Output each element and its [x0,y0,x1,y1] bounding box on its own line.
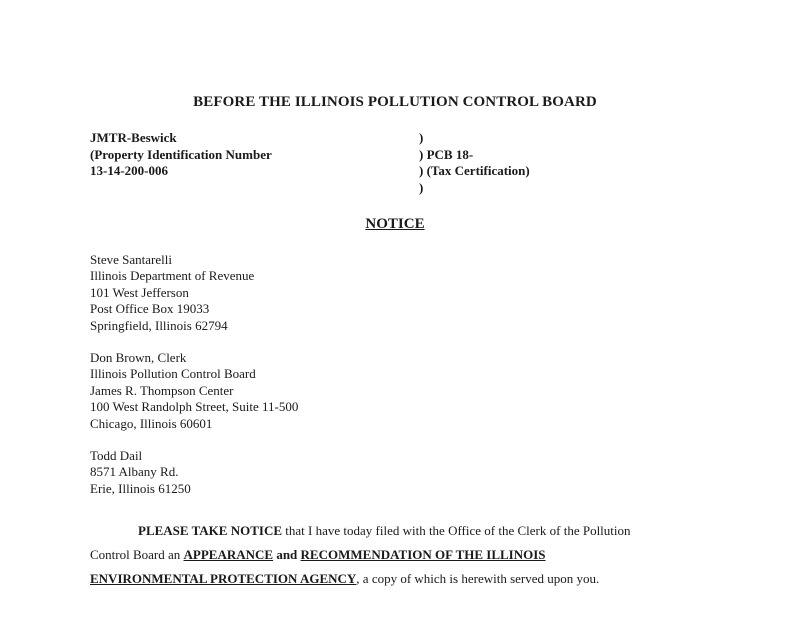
caption-case-number: ) PCB 18- [419,146,474,162]
addressee-line: 100 West Randolph Street, Suite 11-500 [90,399,299,415]
agency-name: ENVIRONMENTAL PROTECTION AGENCY [90,571,357,586]
caption-petitioner: JMTR-Beswick [90,130,177,145]
addressee-block [90,448,191,497]
addressee-name: Steve Santarelli [90,252,172,267]
please-take-notice-text: PLEASE TAKE NOTICE [138,523,283,538]
caption-case-type: ) (Tax Certification) [419,163,530,178]
document-heading: BEFORE THE ILLINOIS POLLUTION CONTROL BOARD [193,94,597,110]
addressee-line: Erie, Illinois 61250 [90,480,191,496]
paragraph-line-1 [138,523,631,539]
case-caption-right [419,130,530,196]
addressee-line: Post Office Box 19033 [90,301,210,317]
addressee-line: 8571 Albany Rd. [90,464,179,480]
paragraph-line-2 [90,547,546,563]
addressee-line: 101 West Jefferson [90,284,189,300]
caption-bracket-4: ) [419,179,424,195]
addressee-line: Chicago, Illinois 60601 [90,415,213,431]
and-text: and [273,547,301,562]
addressee-line: Illinois Pollution Control Board [90,366,256,382]
addressee-line: Springfield, Illinois 62794 [90,317,228,333]
caption-bracket-1: ) [419,130,424,145]
paragraph-text: , a copy of which is herewith served upon you. [356,571,600,586]
addressee-line: James R. Thompson Center [90,382,234,398]
addressee-block [90,252,254,334]
addressee-name: Don Brown, Clerk [90,350,187,365]
appearance-document-title: APPEARANCE [183,547,274,562]
paragraph-text: that I have today filed with the Office of the Clerk of the Pollution [282,523,631,538]
case-caption-left [90,130,272,180]
paragraph-line-3 [90,571,599,587]
addressee-line: Illinois Department of Revenue [90,268,255,284]
caption-pin-number: 13-14-200-006 [90,163,168,178]
paragraph-text: Control Board an [90,547,184,562]
caption-pin-label: (Property Identification Number [90,146,272,162]
addressee-name: Todd Dail [90,448,143,463]
notice-title: NOTICE [365,216,425,232]
recommendation-document-title: RECOMMENDATION OF THE ILLINOIS [300,547,546,562]
addressee-block [90,350,298,432]
